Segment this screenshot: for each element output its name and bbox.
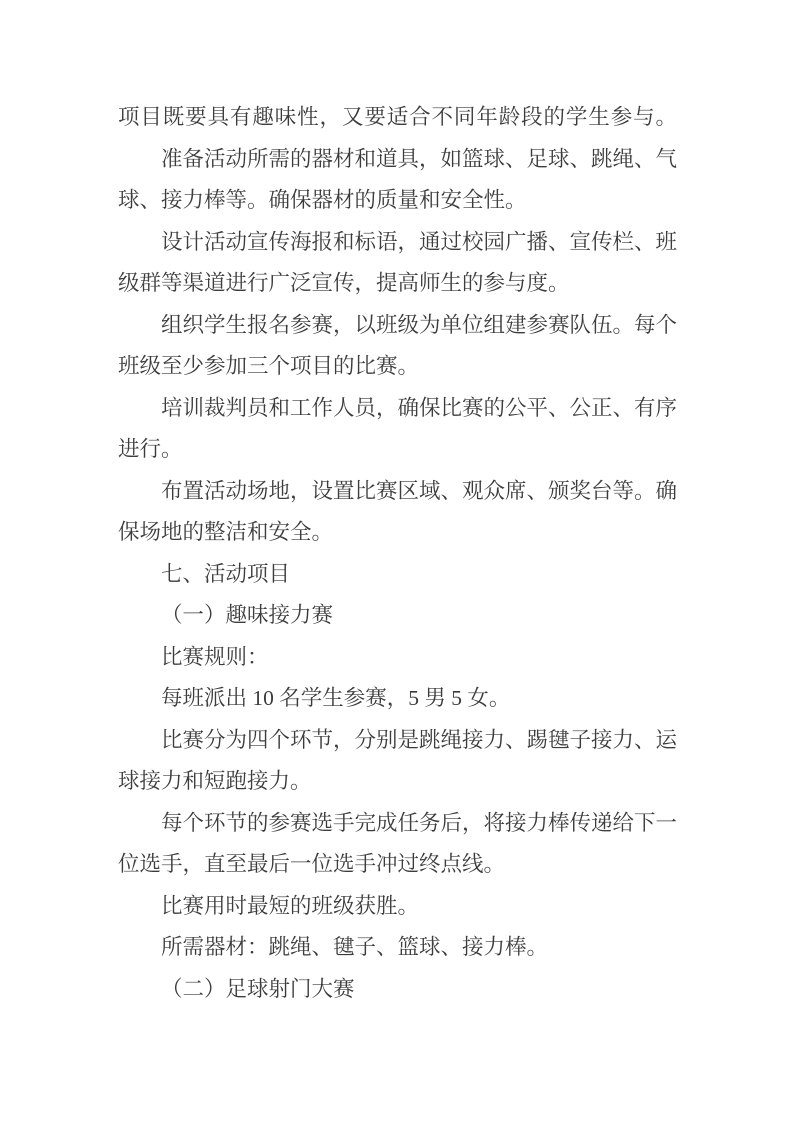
text-line: 准备活动所需的器材和道具，如篮球、足球、跳绳、气 [161,146,678,171]
text-line: 级群等渠道进行广泛宣传，提高师生的参与度。 [118,271,570,295]
text-line: 设计活动宣传海报和标语，通过校园广播、宣传栏、班 [161,229,678,254]
text-line: 比赛规则： [161,644,269,669]
text-line: 班级至少参加三个项目的比赛。 [118,354,420,378]
text-line: 培训裁判员和工作人员，确保比赛的公平、公正、有序 [161,395,678,420]
text-line: 进行。 [118,437,183,461]
text-line: （一）趣味接力赛 [161,603,334,627]
text-line: 所需器材：跳绳、毽子、篮球、接力棒。 [161,935,549,959]
text-line: 组织学生报名参赛，以班级为单位组建参赛队伍。每个 [161,312,678,337]
text-line: 球、接力棒等。确保器材的质量和安全性。 [118,188,527,212]
text-line: 比赛用时最短的班级获胜。 [161,893,420,918]
text-line: 球接力和短跑接力。 [118,769,312,793]
text-line: 每班派出 10 名学生参赛，5 男 5 女。 [161,686,511,710]
text-line: 七、活动项目 [161,561,291,586]
text-line: 比赛分为四个环节，分别是跳绳接力、踢毽子接力、运 [161,727,678,752]
document-text-block [118,97,677,1010]
text-line: 项目既要具有趣味性，又要适合不同年龄段的学生参与。 [118,105,677,129]
text-line: 位选手，直至最后一位选手冲过终点线。 [118,852,506,876]
text-line: 布置活动场地，设置比赛区域、观众席、颁奖台等。确 [161,478,678,503]
text-line: （二）足球射门大赛 [161,976,355,1001]
text-line: 每个环节的参赛选手完成任务后，将接力棒传递给下一 [161,810,678,835]
text-line: 保场地的整洁和安全。 [118,520,334,544]
